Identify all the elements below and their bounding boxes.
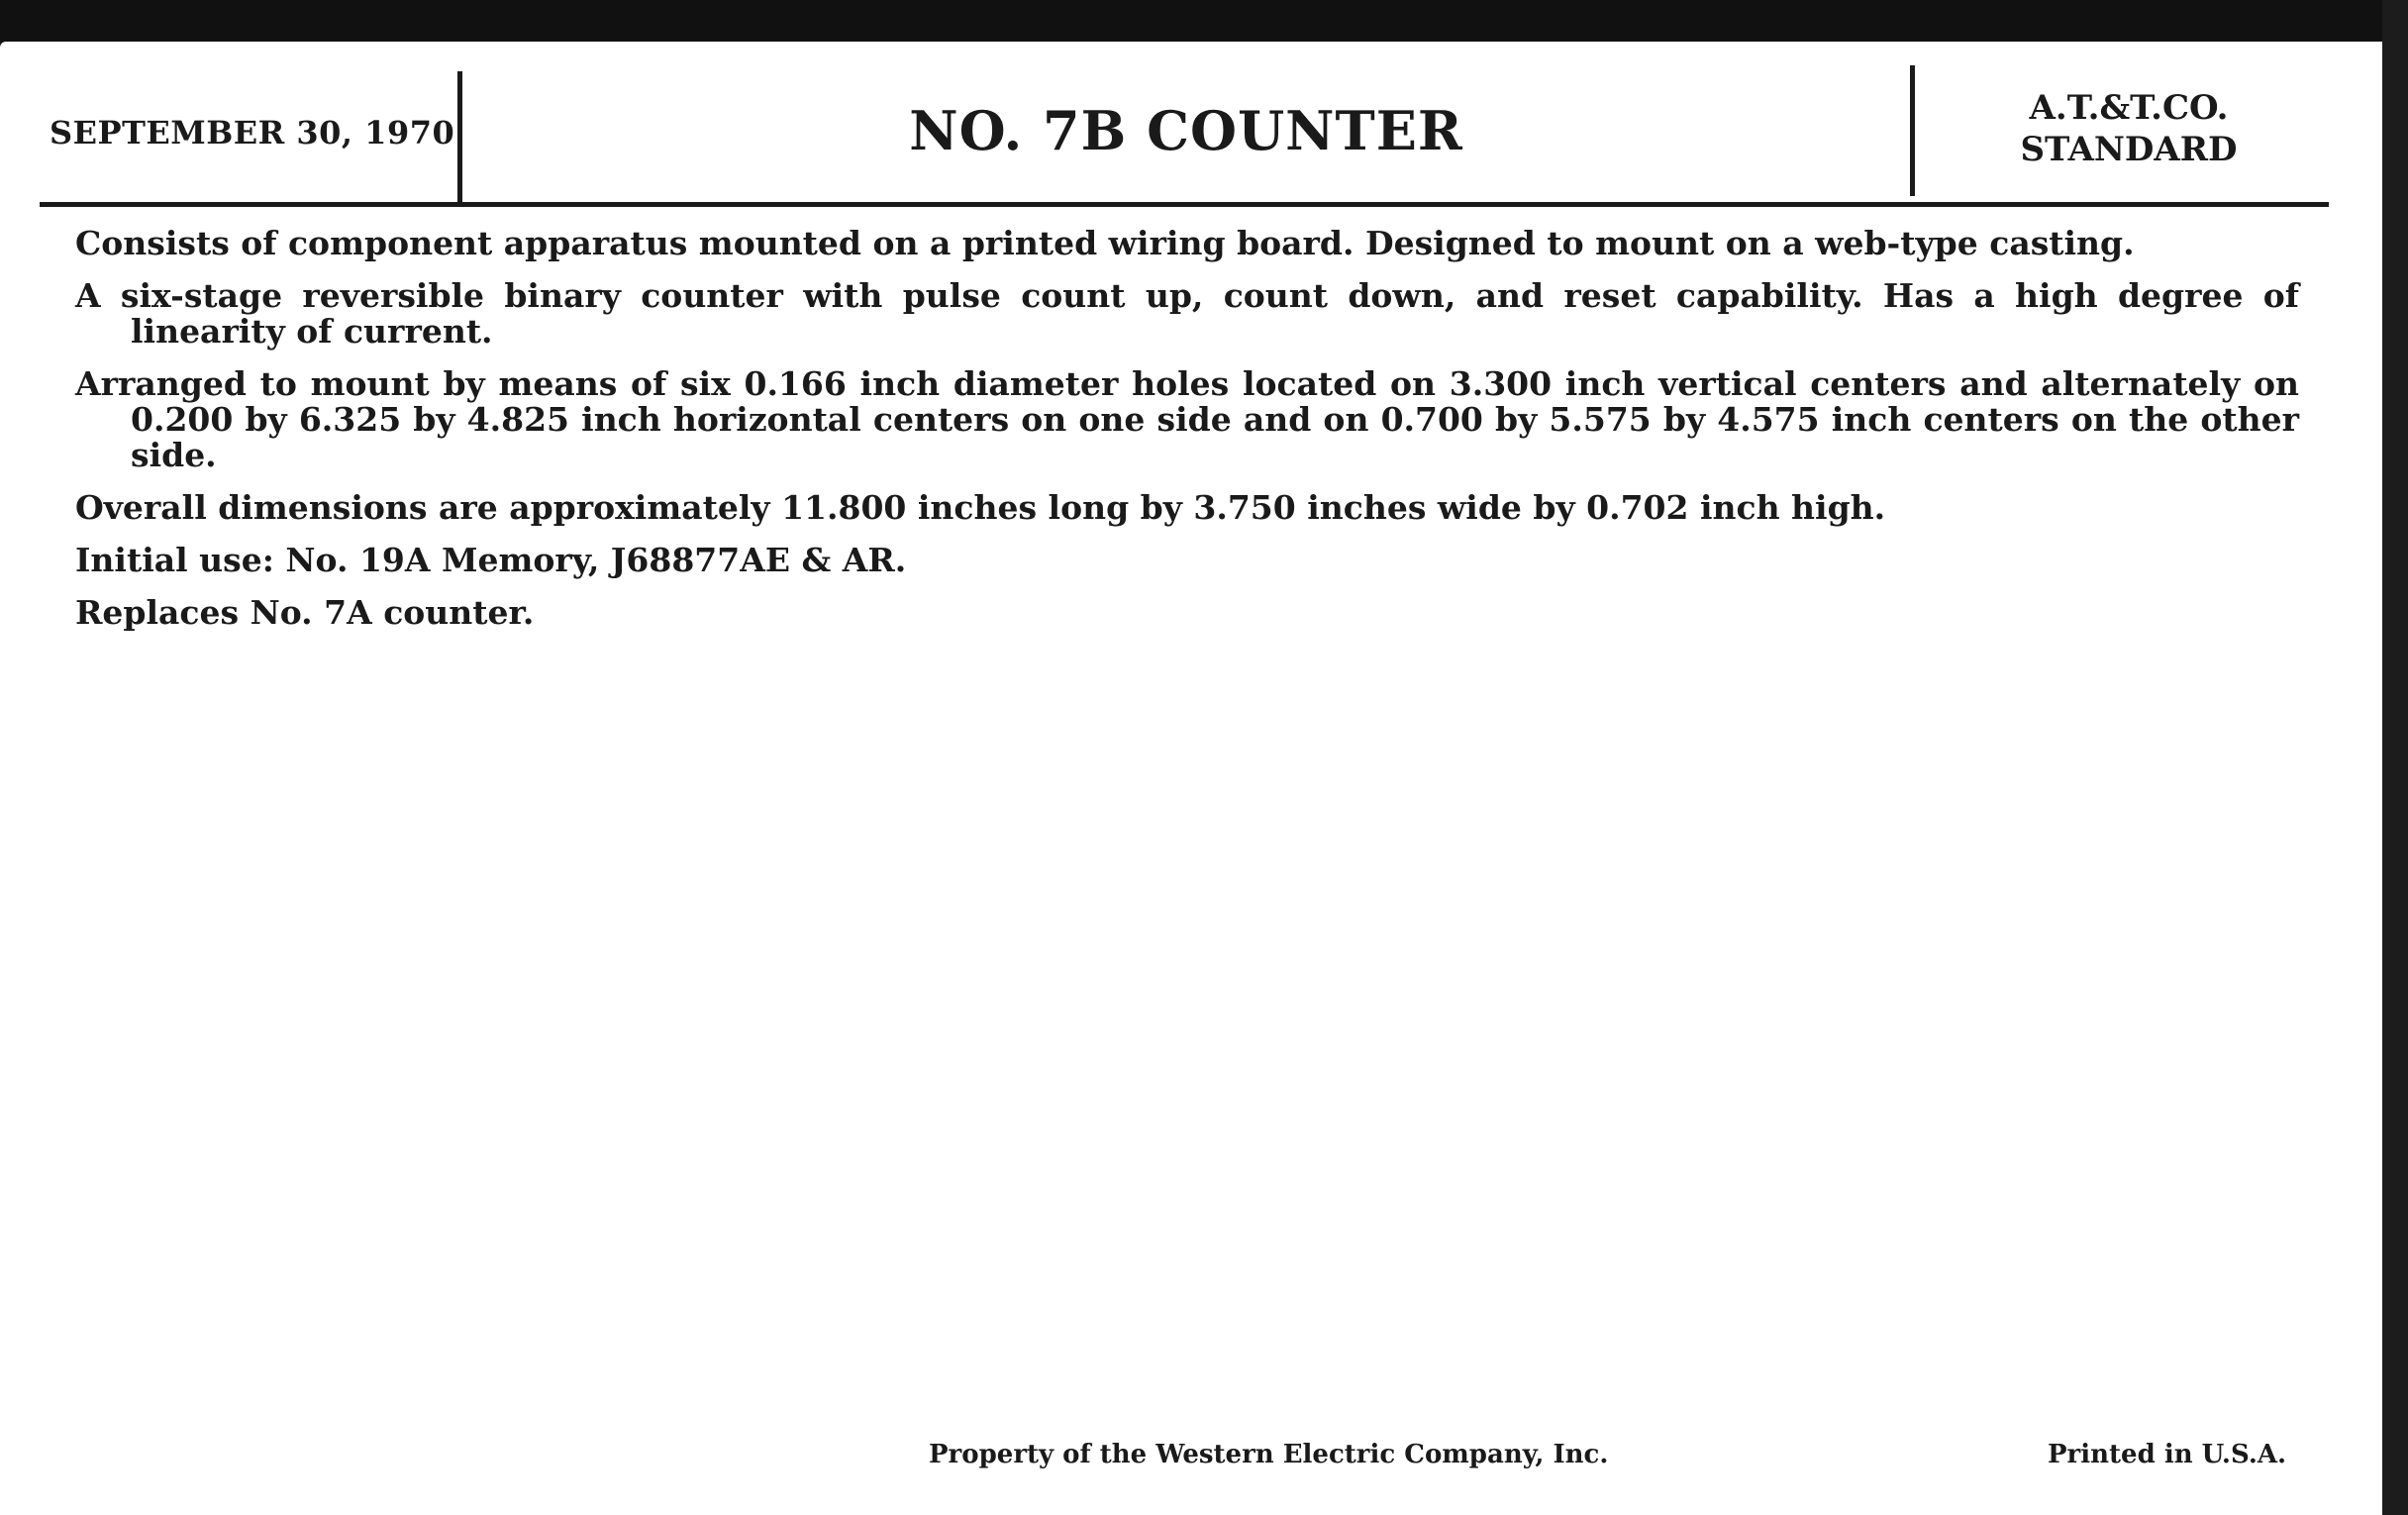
paragraph-function: A six-stage reversible binary counter with pulse count up, count down, and reset capability. Has a high degree of linearity of current. bbox=[75, 276, 2299, 351]
standard-label bbox=[1921, 87, 2337, 170]
header-date: SEPTEMBER 30, 1970 bbox=[50, 114, 455, 152]
paragraph-replaces: Replaces No. 7A counter. bbox=[75, 593, 535, 632]
standard-label-line2: STANDARD bbox=[2020, 130, 2238, 169]
scan-edge bbox=[2382, 0, 2408, 1515]
header-divider-left bbox=[457, 71, 462, 202]
header-rule bbox=[40, 202, 2329, 207]
footer-printed: Printed in U.S.A. bbox=[2048, 1440, 2287, 1469]
footer-property: Property of the Western Electric Company, Inc. bbox=[929, 1440, 1609, 1469]
paragraph-dimensions: Overall dimensions are approximately 11.800 inches long by 3.750 inches wide by 0.702 inch high. bbox=[75, 488, 1886, 527]
standard-label-line1: A.T.&T.CO. bbox=[2029, 88, 2229, 128]
paragraph-initial-use: Initial use: No. 19A Memory, J68877AE & AR. bbox=[75, 541, 907, 579]
description-body bbox=[75, 226, 2299, 648]
header-divider-right bbox=[1910, 65, 1915, 196]
paragraph-construction: Consists of component apparatus mounted on a printed wiring board. Designed to mount on a web-type casting. bbox=[75, 224, 2135, 262]
paragraph-mounting: Arranged to mount by means of six 0.166 inch diameter holes located on 3.300 inch vertical centers and alternately on 0.200 by 6.325 by 4.825 inch horizontal centers on one side and on 0.700 by 5.575 by 4.575 inch centers on the other side. bbox=[75, 364, 2299, 474]
page-title: NO. 7B COUNTER bbox=[909, 99, 1463, 162]
